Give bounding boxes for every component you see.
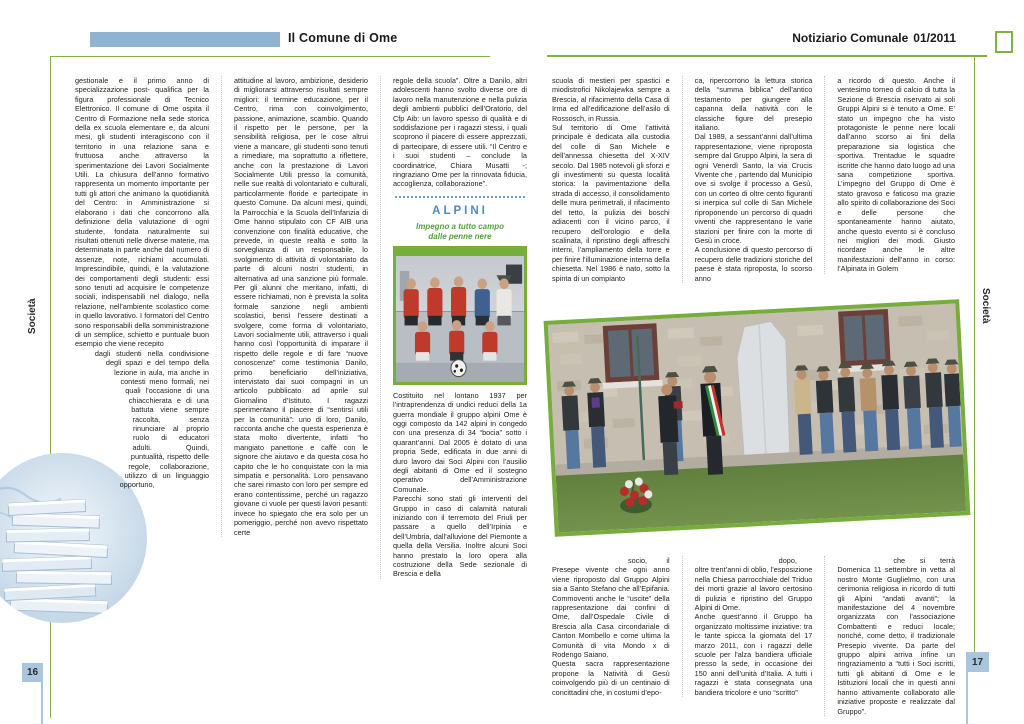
paragraph: Dal 1989, a sessant’anni dall’ultima rappresentazione, viene riproposta sempre dal Gruppo Alpini, la sera di ogni Venerdì Santo, la via Crucis Vivente che , partendo dal Municipio ove si svolge il processo a Gesù, con un corteo di oltre cento figuranti si inerpica sul colle di San Michele riproponendo un percorso di quadri viventi che rappresentano le varie stazioni per finire con la morte di Gesù in croce. [694, 132, 813, 245]
window-left [600, 323, 663, 389]
section-label-right: Società [980, 288, 991, 324]
paragraph: dagli studenti nella condivisione degli spazi e del tempo della lezione in aula, ma anche in contesti meno formali, nei quali l’occasione di una chiacchierata e di una battuta viene sempre raccolta, senza rinunciare al proprio ruolo di educatori adulti. Quindi, puntualità, rispetto delle regole, collaborazione, utilizzo di un linguaggio opportuno, [94, 348, 209, 490]
column-4 [552, 76, 670, 283]
article-subtitle: Impegno a tutto campo dalle penne nere [416, 221, 504, 241]
page-number-rule-left [41, 682, 43, 724]
paragraph: Questa sacra rappresentazione propone la Natività di Gesù coinvolgendo più di un centinaio di concittadini che, in costumi d’epo- [552, 659, 670, 697]
page-number-left: 16 [22, 663, 43, 682]
ceremony-image [548, 303, 966, 532]
monument [735, 321, 792, 459]
left-page-columns [75, 76, 527, 579]
issue-label: Notiziario Comunale [792, 31, 909, 45]
newsletter-title: Il Comune di Ome [288, 31, 398, 45]
header-rule-left [50, 56, 490, 57]
paragraph: attitudine al lavoro, ambizione, desiderio di migliorarsi attraverso risultati sempre migliori: il termine educazione, per il Centro, rima con coinvolgimento, passione, animazione, scambio. Quando il rispetto per le persone, per la sensibilità religiosa, per le cose altrui viene a mancare, gli studenti sono tenuti a rimediare, ma soprattutto a riflettere, anche con la prestazione di Lavori Socialmente Utili presso la comunità, nelle sue realtà di volontariato e culturali, particolarmente floride e partecipate in questo Comune. Da alcuni mesi, quindi, la Parrocchia e la Scuola dell’Infanzia di Ome hanno stipulato con CF AIB una convenzione con finalità educative, che prevede, in queste realtà e sotto la sorveglianza di un responsabile, lo svolgimento di attività di volontariato da parte di alcuni nostri studenti, in alternativa ad una sanzione più formale. Per gli alunni che meritano, infatti, di essere richiamati, non è prevista la solita formale sanzione negli ambienti scolastici, bensì l’essere destinati a svolgere, come forma di volontariato, Lavori socialmente utili, attraverso i quali hanno così l’opportunità di imparare il rispetto delle regole e di fare “nuove conoscenze” come testimonia Danilo, primo beneficiario dell’iniziativa, intervistato dai suoi compagni in un articolo pubblicato ad aprile sul Giornalino d’Istituto. I ragazzi sperimentano il piacere di “sentirsi utili per la comunità”: uno di loro, Danilo, racconta anche che questa esperienza è stata molto divertente, infatti “ho mangiato panettone e caffè con le signore che aiutavo e da questa cosa ho capito che le ho conquistate con la mia simpatia e personalità. Loro pensavano che sarei rimasto con loro per sempre ed erano contentissime, perché un ragazzo giovane ci vuole per questi lavori pesanti: invece ho spiegato che era solo per un pomeriggio, perché non avevo rispettato certe [234, 76, 368, 537]
right-page-bottom-columns [552, 556, 955, 716]
column-6-bottom [824, 556, 955, 716]
column-1 [75, 76, 209, 517]
paragraph: Sul territorio di Ome l’attività principale è dedicata alla custodia del colle di San Michele e dell’annessa chiesetta del X-XIV secolo. Dal 1985 notevoli gli sforzi e gli investimenti su questa località storica: la pavimentazione della strada di accesso, il consolidamento delle mura perimetrali, il rifacimento del tetto, la pulizia dei boschi adiacenti con il vicino parco, il recupero dell’orologio e della scalinata, il ripristino degli affreschi interni, l’ampliamento della torre e per finire l’illuminazione interna della chiesetta. Nel 1986 è nato, sotto la spinta di un compianto [552, 123, 670, 283]
page-number-rule-right [966, 672, 968, 724]
alpini-ceremony-photo [544, 299, 971, 536]
section-label-left: Società [27, 298, 38, 334]
paragraph: A conclusione di questo percorso di recupero delle tradizioni storiche del paese è stata riproposta, lo scorso anno [694, 245, 813, 283]
paragraph: regole della scuola”. Oltre a Danilo, altri adolescenti hanno svolto diverse ore di lavoro nella manutenzione e nella pulizia degli ambienti pubblici dell’Oratorio, del Cfp Aib: un lavoro spesso di qualità e di soddisfazione per i ragazzi stessi, i quali scoprono il piacere di essere apprezzati, di partecipare, di essere utili. “Il Centro e i suoi studenti – conclude la coordinatrice, Chiara Musatti -; ringraziano Ome per la rinnovata fiducia, accoglienza, collaborazione”. [393, 76, 527, 189]
right-page-top-columns [552, 76, 955, 283]
header-rule-right [547, 55, 987, 57]
column-5-bottom [682, 556, 813, 697]
margin-rule-right [974, 57, 975, 652]
paragraph: Costituito nel lontano 1937 per l’intraprendenza di undici reduci della 1a guerra mondiale il gruppo alpini Ome è oggi composto da 142 alpini in congedo con una presenza di 34 “bocia” sotto i quarant’anni. Dal 2005 è dotato di una propria Sede, edificata in due anni di duro lavoro dai Soci Alpini con l’ausilio degli abitanti di Ome ed il sostegno operativo dell’Amministrazione Comunale. [393, 390, 527, 494]
newsletter-issue-header [700, 31, 956, 45]
paragraph: a ricordo di questo. Anche il ventesimo torneo di calcio di tutta la Sezione di Brescia riservato ai soli Gruppi Alpini si è tenuto a Ome. E’ stato un impegno che ha visto protagoniste le penne nere locali dall’anno scorso ai fini della preparazione sia logistica che sportiva. Trentadue le squadre iscritte che hanno dato luogo ad una sana competizione sportiva. L’impegno del Gruppo di Ome è stato gravoso e faticoso ma grazie allo spirito di collaborazione dei Soci e delle persone che spontaneamente hanno aiutato, anche questo evento si è concluso nei migliori dei modi. Giusto ricordare anche le altre manifestazioni dell’anno in corso: l’Alpinata in Golem [837, 76, 956, 274]
corner-mark [995, 31, 1013, 53]
page-number-right: 17 [966, 652, 989, 672]
column-6 [824, 76, 955, 274]
paragraph: dopo, oltre trent’anni di oblio, l’esposizione nella Chiesa parrocchiale del Triduo dei morti grazie al lavoro certosino di pulizia e ripristino del Gruppo Alpini di Ome. [694, 556, 813, 613]
article-title: ALPINI [432, 204, 488, 217]
header-blue-bar [90, 32, 280, 47]
dotted-divider [395, 196, 525, 198]
paragraph: Parecchi sono stati gli interventi del Gruppo in caso di calamità naturali iniziando con il terremoto del Friuli per passare a quello dell’Irpinia e dell’Umbria, dall’alluvione del Piemonte a quella della Versilia. Inoltre alcuni Soci hanno prestato la loro opera alla costruzione della Sede sezionale di Brescia e della [393, 494, 527, 579]
column-4-bottom [552, 556, 670, 697]
column-3 [380, 76, 527, 579]
soccer-team-image [396, 256, 524, 382]
column-5 [682, 76, 813, 283]
paragraph: scuola di mestieri per spastici e miodistrofici Nikolajewka sempre a Brescia, al rifacimento della Casa di Irma ed all’edificazione dell’asilo di Rossosch, in Russia. [552, 76, 670, 123]
paragraph: Anche quest’anno il Gruppo ha organizzato moltissime iniziative: tra le tante spicca la giornata del 17 marzo 2011, con i ragazzi delle scuole per l’alza bandiera ufficiale presso la sede, in occasione dei 150 anni dell’unità d’Italia. A tutti i ragazzi è stata consegnata una bandiera tricolore e uno “scritto” [694, 612, 813, 697]
paragraph: che si terrà Domenica 11 settembre in vetta al nostro Monte Guglielmo, con una cerimonia religiosa in ricordo di tutti gli Alpini “andati avanti”; la manifestazione del 4 novembre organizzata con l’associazione Combattenti e reduci locale; nonché, come detto, il tradizionale Presepio vivente. Da parte del gruppo alpini arriva infine un ringraziamento a “tutti i Soci iscritti, tutti gli abitanti di Ome e le Istituzioni locali che in questi anni hanno attivamente collaborato alle iniziative proposte e realizzate dal Gruppo”. [837, 556, 956, 716]
paragraph: socio, il Presepe vivente che ogni anno viene riproposto dal Gruppo Alpini sia a Santo Stefano che all’Epifania. Commoventi anche le “uscite” della rappresentazione dai confini di Ome, dall’Ospedale Civile di Brescia alla Casa circondariale di Canton Mombello e come ultima la Comunità di vita Mondo x di Rodengo Saiano. [552, 556, 670, 660]
paragraph: gestionale e il primo anno di specializzazione post- qualifica per la figura professionale di Tecnico Elettronico. Il comune di Ome ospita il Centro di Formazione nella sede storica della ex scuola elementare e, da alcuni mesi, gli studenti interagiscono con il territorio in una relazione sana e fruttuosa anche attraverso la sperimentazione dei Lavori Socialmente Utili. La chiusura dell’anno formativo rappresenta un momento importante per tutti gli attori che animano la quotidianità del Centro: in Amministrazione si elaborano i dati che concorrono alla definizione della valutazione di ogni studente, fondata naturalmente sui risultati ottenuti nelle diverse materie, ma determinata in parte anche dal numero di assenze, note, richiami accumulati. Imprescindibile, quindi, è la valutazione dei comportamenti degli studenti: essi sono tenuti ad acquisire le competenze sociali, indispensabili nel dialogo, nella relazione, nell’ambiente scolastico come in quello lavorativo. I formatori del Centro sono responsabili della somministrazione di un semplice, schietto e puntuale buon esempio che viene recepito [75, 76, 209, 349]
column-2 [221, 76, 368, 537]
issue-number: 01/2011 [913, 31, 956, 45]
wrap-zone [75, 349, 209, 490]
paragraph: ca, ripercorrono la lettura storica della “summa biblica” dell’antico testamento per giungere alla capanna della natività con le classiche figure del presepio italiano. [694, 76, 813, 133]
alpini-soccer-team-photo [393, 246, 527, 385]
